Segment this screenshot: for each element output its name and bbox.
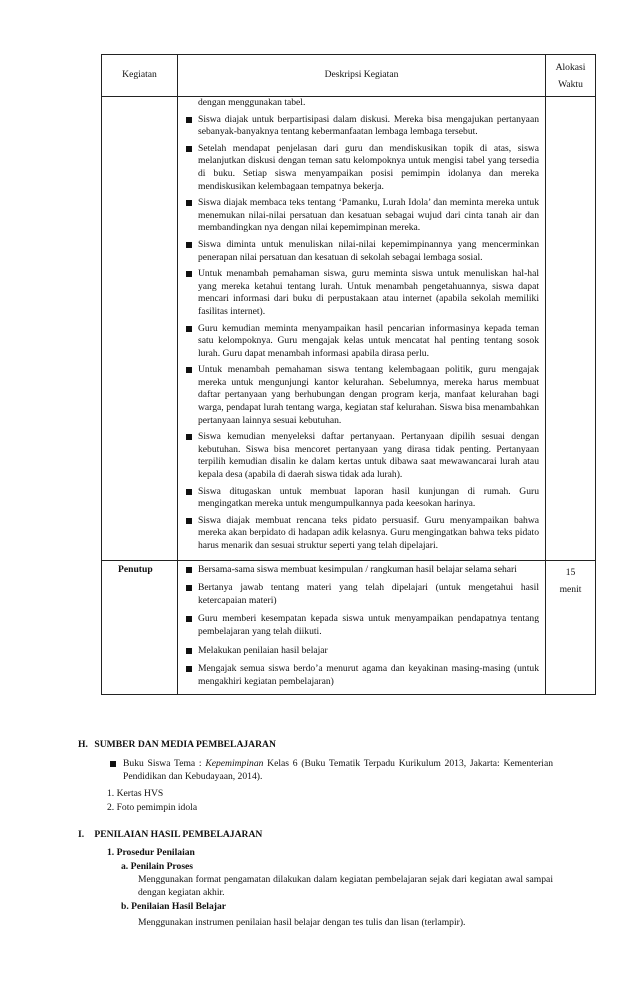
list-item-text: Siswa ditugaskan untuk membuat laporan hasil kunjungan di rumah. Guru mengingatkan mereka untuk mengumpulkannya pada keesokan harinya. (198, 485, 539, 510)
square-bullet-icon (186, 242, 192, 248)
inti-item-list (178, 114, 545, 553)
square-bullet-icon (186, 271, 192, 277)
list-item (178, 239, 545, 264)
list-item (178, 515, 545, 553)
section-h-item-1: 1. Kertas HVS (107, 788, 164, 799)
square-bullet-icon (186, 146, 192, 152)
kegiatan-cell-empty (102, 97, 178, 561)
penilaian-proses-heading: a. Penilain Proses (121, 861, 194, 872)
continuation-text: dengan menggunakan tabel. (198, 97, 306, 108)
list-item-text: Bertanya jawab tentang materi yang telah dipelajari (untuk mengetahui hasil ketercapaian materi) (198, 582, 539, 606)
square-bullet-icon (186, 585, 192, 591)
list-item-text: Bersama-sama siswa membuat kesimpulan / rangkuman hasil belajar selama sehari (198, 563, 517, 575)
penutup-waktu-cell (546, 560, 596, 695)
list-item (178, 114, 545, 139)
list-item (178, 143, 545, 193)
list-item (178, 364, 545, 427)
section-h-item-2: 2. Foto pemimpin idola (107, 802, 198, 813)
list-item-text: Siswa kemudian menyeleksi daftar pertanyaan. Pertanyaan dipilih sesuai dengan kebutuhan. Siswa bisa mencoret pertanyaan yang dirasa tidak penting. Pertanyaan terpilih kemudian disalin ke dalam kertas untuk dibawa saat mewawancarai lurah atau kepala desa (apabila di daerah siswa tidak ada lurah). (198, 431, 539, 481)
list-item (178, 645, 545, 658)
header-alokasi: Alokasi (555, 61, 586, 73)
section-i-heading (78, 829, 262, 842)
list-item (178, 564, 545, 577)
section-h-letter: H. (78, 739, 88, 750)
prosedur-penilaian-heading: 1. Prosedur Penilaian (107, 847, 195, 858)
square-bullet-icon (186, 567, 192, 573)
square-bullet-icon (186, 434, 192, 440)
table-row-penutup (102, 560, 596, 695)
list-item (178, 613, 545, 638)
waktu-cell-empty (546, 97, 596, 561)
book-rest: Kelas 6 (Buku Tematik Terpadu Kurikulum 2013, Jakarta: Kementerian Pendidikan dan Kebudayaan, 2014). (123, 758, 553, 782)
list-item-text: Melakukan penilaian hasil belajar (198, 644, 328, 656)
list-item (178, 663, 545, 688)
penutup-item-list (178, 564, 545, 689)
book-prefix: Buku Siswa Tema : (123, 758, 206, 769)
square-bullet-icon (186, 518, 192, 524)
penilaian-hasil-heading: b. Penilaian Hasil Belajar (121, 901, 227, 912)
square-bullet-icon (186, 367, 192, 373)
square-bullet-icon (186, 200, 192, 206)
list-item (178, 323, 545, 361)
header-alokasi-waktu (546, 55, 596, 97)
inti-description-cell (178, 97, 546, 561)
square-bullet-icon (186, 326, 192, 332)
header-deskripsi: Deskripsi Kegiatan (178, 55, 546, 97)
section-h-title: SUMBER DAN MEDIA PEMBELAJARAN (94, 739, 276, 750)
header-kegiatan: Kegiatan (102, 55, 178, 97)
book-title: Kepemimpinan (205, 758, 264, 769)
penutup-label: Penutup (102, 560, 178, 695)
list-item (178, 197, 545, 235)
list-item-text: Guru kemudian meminta menyampaikan hasil pencarian informasinya kepada teman satu kelompoknya. Guru mengajak kelas untuk mencatat hal penting tentang sosok lurah. Guru dapat menambah informasi apabila dirasa perlu. (198, 322, 539, 359)
square-bullet-icon (186, 616, 192, 622)
square-bullet-icon (110, 761, 116, 767)
penilaian-proses-text: Menggunakan format pengamatan dilakukan dalam kegiatan pembelajaran sejak dari kegiatan awal sampai dengan kegiatan akhir. (138, 874, 553, 898)
penutup-description-cell (178, 560, 546, 695)
square-bullet-icon (186, 666, 192, 672)
waktu-value: 15 (565, 566, 576, 578)
activity-table (101, 54, 596, 695)
list-item-text: Siswa diajak membuat rencana teks pidato persuasif. Guru menyampaikan bahwa mereka akan berpidato di hadapan adik kelasnya. Guru mengingatkan bahwa teks pidato harus menarik dan sesuai struktur seperti yang telah dipelajari. (198, 514, 539, 551)
header-waktu: Waktu (558, 78, 583, 90)
table-row-inti (102, 97, 596, 561)
section-h-book-item (107, 758, 553, 783)
list-item-text: Siswa diminta untuk menuliskan nilai-nilai kepemimpinannya yang mencerminkan penerapan nilai persatuan dan kesatuan di sekolah sebagai lembaga sosial. (198, 238, 539, 263)
section-h-heading (78, 739, 276, 752)
table-header-row (102, 55, 596, 97)
waktu-unit: menit (559, 583, 582, 595)
section-i-letter: I. (78, 829, 85, 840)
list-item-text: Mengajak semua siswa berdo’a menurut agama dan keyakinan masing-masing (untuk mengakhiri kegiatan pembelajaran) (198, 663, 539, 687)
penilaian-hasil-text: Menggunakan instrumen penilaian hasil belajar dengan tes tulis dan lisan (terlampir). (138, 917, 466, 928)
square-bullet-icon (186, 489, 192, 495)
list-item (178, 582, 545, 607)
list-item-text: Setelah mendapat penjelasan dari guru dan mendiskusikan topik di atas, siswa melanjutkan diskusi dengan teman satu kelompoknya untuk mengisi tabel yang tersedia di buku. Setiap siswa menyampaikan posisi pemimpin idolanya dan mereka mendiskusikan kelembagaan tempatnya bekerja. (198, 142, 539, 192)
list-item-text: Untuk menambah pemahaman siswa tentang kelembagaan politik, guru mengajak mereka untuk mengunjungi kantor kelurahan. Sebelumnya, mereka harus membuat daftar pertanyaan yang berhubungan dengan program kerja, manfaat kelurahan bagi warga, pendapat lurah tentang warga, kegiatan staf kelurahan. Siswa bisa menambahkan pertanyaan lainnya sesuai kebutuhan. (198, 364, 539, 426)
list-item (178, 486, 545, 511)
square-bullet-icon (186, 648, 192, 654)
list-item (107, 758, 553, 783)
list-item (178, 268, 545, 318)
list-item-text: Guru memberi kesempatan kepada siswa untuk menyampaikan pendapatnya tentang pembelajaran yang telah diikuti. (198, 613, 539, 637)
list-item (178, 431, 545, 481)
list-item-text: Untuk menambah pemahaman siswa, guru meminta siswa untuk menuliskan hal-hal yang mereka ketahui tentang lurah. Untuk menambah pengetahuannya, siswa dapat mencari informasi dari buku di perpustakaan atau internet (apabila sekolah memiliki fasilitas internet). (198, 268, 539, 317)
square-bullet-icon (186, 117, 192, 123)
list-item-text: Siswa diajak membaca teks tentang ‘Pamanku, Lurah Idola’ dan meminta mereka untuk menemukan nilai-nilai persatuan dan kesatuan sebagai wujud dari cinta tanah air dan membandingkan nya dengan nilai kepemimpinan mereka. (198, 197, 539, 234)
section-i-title: PENILAIAN HASIL PEMBELAJARAN (94, 829, 263, 840)
list-item-text: Siswa diajak untuk berpartisipasi dalam diskusi. Mereka bisa mengajukan pertanyaan sebanyak-banyaknya tentang kebermanfaatan lembaga lembaga tersebut. (198, 113, 539, 138)
